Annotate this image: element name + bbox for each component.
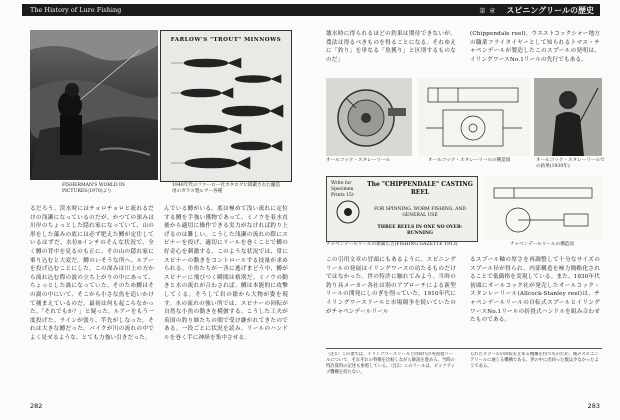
angler-portrait-image [534, 78, 602, 156]
ad-title: The "CHIPPENDALE" CASTING REEL [367, 181, 473, 196]
lure-catalog-image [160, 30, 292, 182]
right-page [310, 0, 620, 420]
reel-caption-2: オールコック・スタレーリールの構造図 [428, 158, 511, 163]
reel-diagram [418, 78, 530, 156]
reel-diagram-drawing [418, 78, 530, 156]
header-chapter: 第 章 [479, 8, 497, 15]
running-header-right [310, 4, 600, 16]
photo-caption: FISHERMAN'S WORLD IN PICTURES(1970)より [62, 183, 125, 194]
page-number-right: 283 [587, 402, 600, 410]
catalog-title: FARLOW'S "TROUT" MINNOWS [170, 37, 282, 43]
header-title: スピニングリールの歴史 [506, 5, 594, 15]
reel-caption-1: オールコック・スタレーリール [326, 158, 391, 163]
footnote-rule [326, 348, 602, 349]
catalog-caption: 1940年代のファーロー社カタログに掲載された醸造用のガラス製ルアー各種 [172, 183, 281, 194]
ad-line-3: THREE REELS IN ONE NO OVER-RUNNING [377, 225, 463, 236]
left-body-column-2: んでいる鱒がいる。底は極めて浅い流れに定位する鱒を手強い獲物であって、ミノウを着水直後から適切に操作できる実力がなければ釣り上げるのは難しい。こうした浅瀬の流れの際にスピナーを投げ、適切にリールを巻くことで鱒の好奇心を刺激する。このような状況では、常にスピナーの動きをコントロールする技量が求められる。小魚たちが一斉に逃げまどう中、鱒がスピナーに飛びつく瞬間は格別だ。ミノウの動きと水の流れが合わされば、鱒は本能的に攻撃してくる。そうして岩の陰から大物が姿を現す。水の流れの強い所では、スピナーの回転が自然な小魚の動きを模倣する。こうした工夫が英国の釣り師たちの間で受け継がれてきたのである。一投ごとに状況を読み、リールのハンドルを巻く手に神経を集中させる。 [164, 206, 288, 341]
reel-caption-3: オールコック・スタレーリールでの釣果(1930年) [536, 158, 605, 169]
ad-line-1: Write for Specimen Prints 15/- [331, 181, 355, 198]
ad-line-2: FOR SPINNING, WORM FISHING, AND GENERAL USE [374, 207, 466, 218]
right-bottom-column-1: この引用文章の冒頭にもあるように、スピニングリールの発展はイリングワースの功たるものだけではなかった。世の特許に触れてみよう。当時の釣り具メーカー各社は別のアプローチによる新型リールの開発にしのぎを削っていた。1910年代にイリングワースリールと市場競争を続いていたのがチャペンデールリール [326, 257, 456, 315]
reel-photo-image [326, 78, 412, 156]
reel-photo [326, 78, 412, 156]
angler-photo [30, 30, 158, 180]
angler-photo-image [30, 30, 158, 180]
running-header-left [22, 4, 310, 16]
ad-caption: チャペンデールリールの新聞広告(FISHING GAZETTE 1913) [326, 242, 458, 247]
chippendale-diagram [484, 176, 602, 240]
header-title: The History of Lure Fishing [30, 6, 122, 14]
chippendale-ad [326, 176, 478, 242]
ad-reel-icon [333, 199, 363, 225]
footnote-right: られたスプールの回転を止める機構を持つものだが、後のスピニングリールに通じる機構である。世の中に出回った数は少なかったようである。 [470, 352, 599, 369]
footnote-left: 〈注1〉この項では、イリングワースリールと同時代の英国製リールについて、それぞれの特徴を比較しながら解説を進める。当時の特許資料の記述も参照している。〈注2〉このリールは、ピックアップ機構を持たない。 [326, 352, 455, 375]
lure-drawings [161, 31, 291, 181]
right-top-column-2: (Chippendale reel)、ウエストコックシャー地方の職業フライタイヤーとして知られるトマス・チャペンデールが製造したこのスプールの発明は、イリングワースNo.1リールの先行でもある。 [470, 31, 600, 63]
angler-portrait [534, 78, 602, 156]
right-bottom-column-2: るスプール軸の厚さを再調整して十分なサイズのスプール径が得られ、内部構造を極力簡略化されることで低価格を実現している。また、1930年代初頭にオールコック社が発売したオールコック・スタンレーリール(Allcock-Stanley reel)は、チャペンデールリールの自転式スプールとイリングワースNo.1リールの折畳式ハンドルを組み合わせたものである。 [470, 257, 600, 324]
chippendale-diagram-drawing [484, 176, 602, 240]
left-body-column-1: るだろう。渓水時にはチョロチョロと流れるだけの浅瀬になっているのだが、かつての深みは川岸のちょっとした隠れ家になっていて、山の形をした藻みの底には必ず肥えた鱒が定住しているはずだ。水位6インチのそんな状況で、全く鱒の背中を見るのも正に、その山の隠れ家に乗り込むと大変だ。鱒のいそうな所へ、ルアーを投げ込むことにした。この深みは川上の方から流れ込む際の波の立ち上がりの中にあって、ちょっとした渦になっていた。そのため鱒はその渦の中にいて、そこから小さな魚を追いかけて捕まえているのだ。最初は何も起こらなかった。「それでもか？」と疑った。ルアーをもう一度投げた。ラインが張り、竿先がしなった。それは大きな鱒だった。パイクが川の流れの中でよく見せるような、とても力強い引きだった。 [30, 206, 154, 341]
right-top-column-1: 壊水時に得られるほどの釣果は期待できないが、農法は得るべきものを得ることになる。それゆえに「釣り」を単なる「魚獲り」と区別するものなのだ」 [326, 31, 456, 63]
page-number-left: 282 [30, 402, 43, 410]
diagram-caption: チャペンデールリールの構造図 [510, 242, 574, 247]
